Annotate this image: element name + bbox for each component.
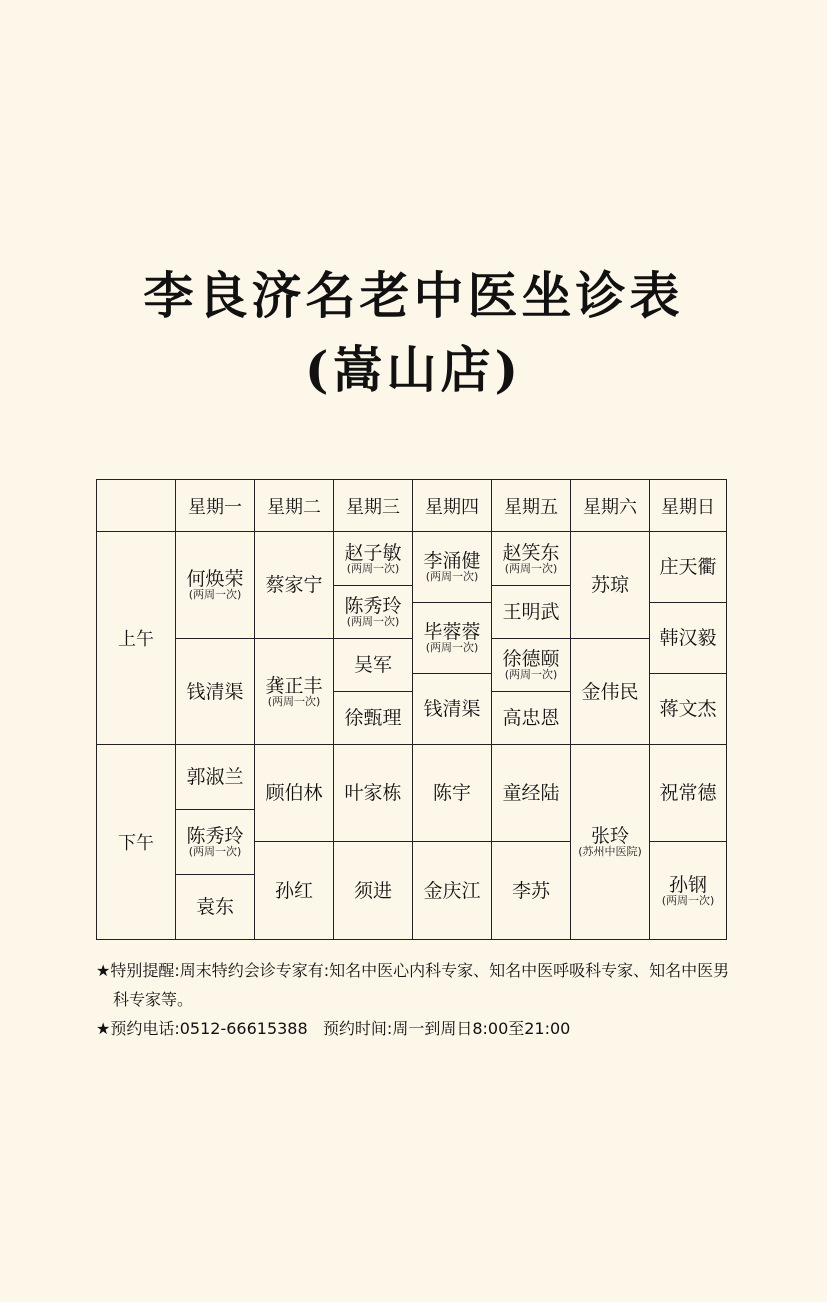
doctor-cell xyxy=(570,531,650,639)
doctor-cell xyxy=(412,531,492,603)
frequency-note: (两周一次) xyxy=(425,641,479,654)
corner-cell xyxy=(96,479,176,532)
doctor-name: 蒋文杰 xyxy=(659,698,717,720)
doctor-name: 苏琼 xyxy=(590,574,629,596)
doctor-cell xyxy=(333,531,413,586)
doctor-cell xyxy=(175,874,255,940)
doctor-cell xyxy=(254,638,334,745)
doctor-cell xyxy=(649,673,727,745)
doctor-cell xyxy=(570,744,650,940)
doctor-cell xyxy=(491,691,571,745)
doctor-name: 毕蓉蓉 xyxy=(423,621,481,643)
doctor-name: 张玲 xyxy=(590,825,629,847)
doctor-cell xyxy=(412,602,492,674)
footer-notes xyxy=(96,956,736,1043)
doctor-cell xyxy=(649,841,727,940)
header-monday: 星期一 xyxy=(175,479,255,532)
frequency-note: (两周一次) xyxy=(346,615,400,628)
doctor-cell xyxy=(570,638,650,745)
doctor-cell xyxy=(254,841,334,940)
doctor-cell xyxy=(649,744,727,842)
doctor-name: 高忠恩 xyxy=(502,707,560,729)
frequency-note: (两周一次) xyxy=(504,668,558,681)
doctor-name: 陈秀玲 xyxy=(344,595,402,617)
doctor-cell xyxy=(649,531,727,603)
frequency-note: (两周一次) xyxy=(267,694,321,708)
doctor-cell xyxy=(175,809,255,875)
doctor-name: 李涌健 xyxy=(423,550,481,572)
doctor-cell xyxy=(491,531,571,586)
doctor-name: 钱清渠 xyxy=(423,698,481,720)
frequency-note: (两周一次) xyxy=(188,845,242,858)
doctor-cell xyxy=(175,531,255,639)
frequency-note: (两周一次) xyxy=(425,570,479,583)
doctor-name: 童经陆 xyxy=(502,782,560,804)
doctor-name: 徐甄理 xyxy=(344,707,402,729)
doctor-name: 须进 xyxy=(353,879,392,902)
doctor-cell xyxy=(491,841,571,940)
doctor-name: 李苏 xyxy=(511,879,550,902)
frequency-note: (两周一次) xyxy=(661,893,715,907)
doctor-name: 龚正丰 xyxy=(265,674,323,697)
doctor-cell xyxy=(649,602,727,674)
doctor-cell xyxy=(254,744,334,842)
doctor-cell xyxy=(175,744,255,810)
header-sunday: 星期日 xyxy=(649,479,727,532)
header-tuesday: 星期二 xyxy=(254,479,334,532)
doctor-cell xyxy=(412,744,492,842)
doctor-name: 陈秀玲 xyxy=(186,825,244,847)
header-wednesday: 星期三 xyxy=(333,479,413,532)
doctor-name: 叶家栋 xyxy=(344,782,402,804)
schedule-table xyxy=(96,479,727,940)
doctor-cell xyxy=(333,638,413,692)
doctor-name: 徐德颐 xyxy=(502,648,560,670)
doctor-name: 蔡家宁 xyxy=(265,574,323,596)
doctor-cell xyxy=(333,744,413,842)
frequency-note: (两周一次) xyxy=(504,561,558,575)
header-saturday: 星期六 xyxy=(570,479,650,532)
doctor-cell xyxy=(412,841,492,940)
doctor-name: 何焕荣 xyxy=(186,568,244,590)
doctor-name: 袁东 xyxy=(195,896,234,918)
period-morning: 上午 xyxy=(96,531,176,745)
doctor-name: 顾伯林 xyxy=(265,782,323,804)
doctor-name: 金庆江 xyxy=(423,879,481,902)
doctor-name: 金伟民 xyxy=(581,680,639,703)
doctor-cell xyxy=(491,638,571,692)
doctor-name: 祝常德 xyxy=(659,782,717,804)
doctor-name: 孙钢 xyxy=(668,873,707,896)
doctor-cell xyxy=(333,841,413,940)
header-friday: 星期五 xyxy=(491,479,571,532)
doctor-name: 庄天衢 xyxy=(659,556,717,578)
doctor-cell xyxy=(333,691,413,745)
doctor-cell xyxy=(412,673,492,745)
doctor-name: 孙红 xyxy=(274,879,313,902)
doctor-name: 吴军 xyxy=(353,654,392,676)
doctor-name: 郭淑兰 xyxy=(186,766,244,788)
doctor-name: 陈宇 xyxy=(432,782,471,804)
doctor-name: 赵笑东 xyxy=(502,541,560,564)
header-thursday: 星期四 xyxy=(412,479,492,532)
page-title: 李良济名老中医坐诊表 xyxy=(143,266,684,325)
doctor-cell xyxy=(491,744,571,842)
period-afternoon: 下午 xyxy=(96,744,176,940)
doctor-cell xyxy=(254,531,334,639)
doctor-name: 王明武 xyxy=(502,601,560,623)
hospital-note: (苏州中医院) xyxy=(578,845,642,858)
special-reminder: ★特别提醒:周末特约会诊专家有:知名中医心内科专家、知名中医呼吸科专家、知名中医男科专家等。 xyxy=(96,961,730,1009)
frequency-note: (两周一次) xyxy=(188,588,242,601)
frequency-note: (两周一次) xyxy=(346,561,400,575)
doctor-cell xyxy=(175,638,255,745)
doctor-name: 钱清渠 xyxy=(186,680,244,703)
booking-info: ★预约电话:0512-66615388 预约时间:周一到周日8:00至21:00 xyxy=(96,1019,571,1038)
doctor-name: 赵子敏 xyxy=(344,541,402,564)
page-subtitle: (嵩山店) xyxy=(304,340,523,399)
doctor-name: 韩汉毅 xyxy=(659,627,717,649)
doctor-cell xyxy=(333,585,413,639)
doctor-cell xyxy=(491,585,571,639)
